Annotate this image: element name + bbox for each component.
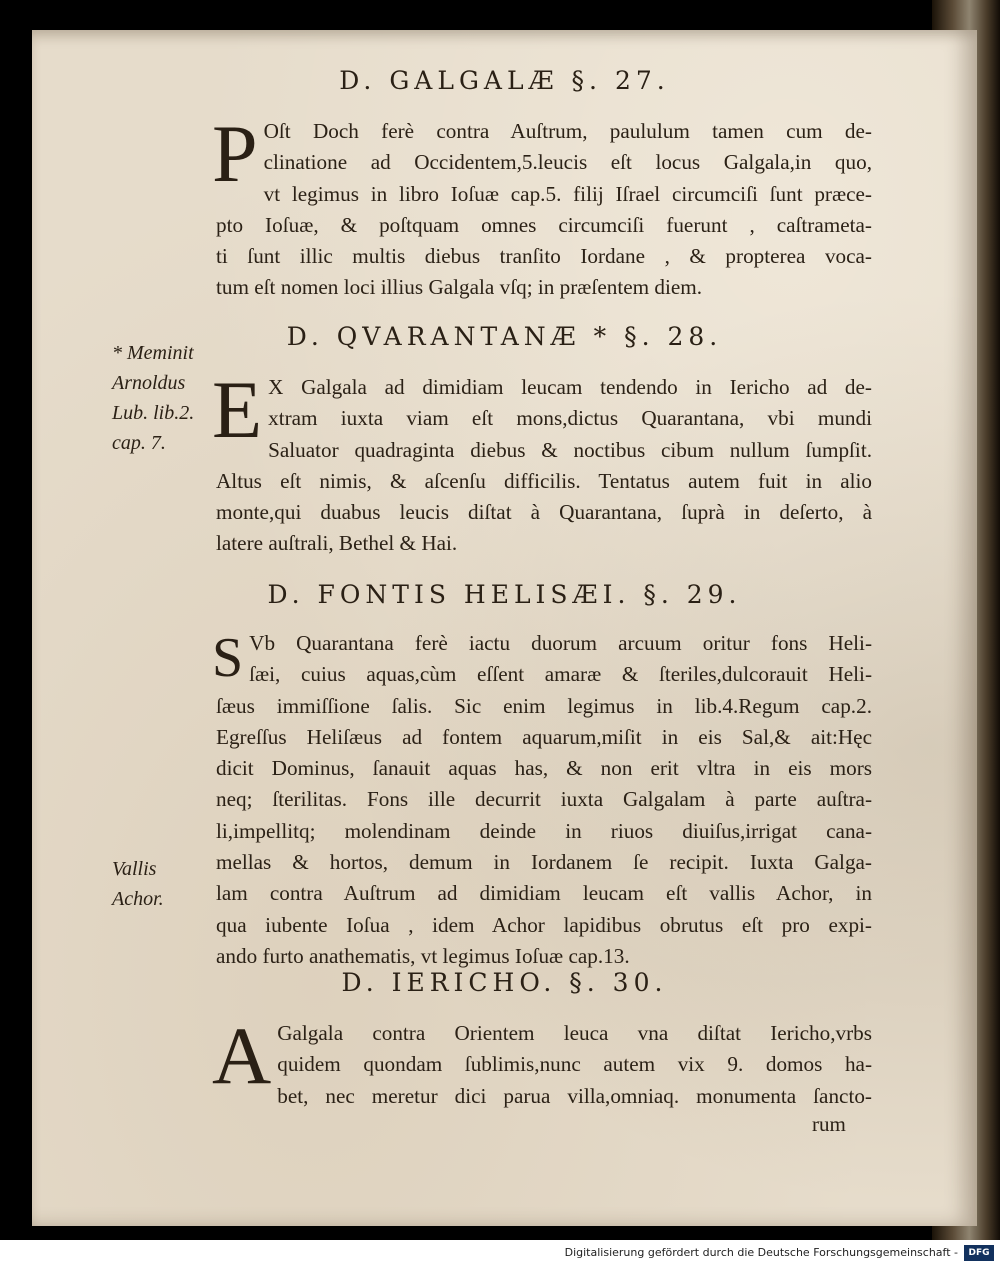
catchword: rum xyxy=(812,1112,846,1136)
section-heading-29: D. FONTIS HELISÆI. §. 29. xyxy=(267,580,742,609)
text-line: Vb Quarantana ferè iactu duorum arcuum oritur fons Heli- xyxy=(249,631,872,655)
text-line: Oſt Doch ferè contra Auſtrum, paululum tamen cum de- xyxy=(263,119,872,143)
drop-capital: P xyxy=(212,108,258,199)
paragraph-27 xyxy=(212,108,872,304)
footer-bar xyxy=(0,1240,1000,1268)
margin-note-line: Arnoldus xyxy=(112,372,186,394)
text-line: Egreſſus Heliſæus ad fontem aquarum,miſit in eis Sal,& ait:Hęc xyxy=(216,724,872,749)
text-line: qua iubente Ioſua , idem Achor lapidibus obrutus eſt pro expi- xyxy=(216,912,872,937)
text-line: ti ſunt illic multis diebus tranſito Iordane , & propterea voca- xyxy=(216,244,872,269)
section-heading-30: D. IERICHO. §. 30. xyxy=(341,968,668,997)
text-line: ſæus immiſſione ſalis. Sic enim legimus in lib.4.Regum cap.2. xyxy=(216,693,872,718)
text-line: pto Ioſuæ, & poſtquam omnes circumciſi fuerunt , caſtrameta- xyxy=(216,212,872,237)
text-line: ſæi, cuius aquas,cùm eſſent amaræ & ſteriles,dulcorauit Heli- xyxy=(249,662,872,687)
text-line: vt legimus in libro Ioſuæ cap.5. filij Iſrael circumciſi ſunt præce- xyxy=(263,181,872,206)
dfg-logo-icon: DFG xyxy=(964,1245,994,1261)
text-line: dicit Dominus, ſanauit aquas has, & non erit vltra in eis mors xyxy=(216,756,872,781)
text-line: tum eſt nomen loci illius Galgala vſq; in præſentem diem. xyxy=(216,275,703,300)
text-line: quidem quondam ſublimis,nunc autem vix 9. domos ha- xyxy=(277,1052,872,1077)
text-line: X Galgala ad dimidiam leucam tendendo in Iericho ad de- xyxy=(268,375,872,399)
paragraph-28 xyxy=(212,364,872,560)
text-line: latere auſtrali, Bethel & Hai. xyxy=(216,531,458,556)
text-line: li,impellitq; molendinam deinde in riuos diuiſus,irrigat cana- xyxy=(216,818,872,843)
drop-capital: S xyxy=(212,627,244,689)
paragraph-29 xyxy=(212,627,872,972)
drop-capital: A xyxy=(212,1010,272,1101)
margin-note-line: Lub. lib.2. xyxy=(112,402,195,424)
margin-note-line: Achor. xyxy=(112,888,164,910)
funding-credit: Digitalisierung gefördert durch die Deutsche Forschungsgemeinschaft - xyxy=(564,1246,958,1259)
text-line: mellas & hortos, demum in Iordanem ſe recipit. Iuxta Galga- xyxy=(216,850,872,875)
text-line: Galgala contra Orientem leuca vna diſtat Iericho,vrbs xyxy=(277,1021,872,1045)
text-line: ando furto anathematis, vt legimus Ioſuæ cap.13. xyxy=(216,943,630,968)
book-page xyxy=(32,30,977,1226)
section-heading-27: D. GALGALÆ §. 27. xyxy=(339,66,670,95)
text-line: Altus eſt nimis, & aſcenſu difficilis. Tentatus autem fuit in alio xyxy=(216,468,872,493)
text-line: clinatione ad Occidentem,5.leucis eſt locus Galgala,in quo, xyxy=(263,150,872,175)
text-line: monte,qui duabus leucis diſtat à Quarantana, ſuprà in deſerto, à xyxy=(216,500,872,525)
text-line: xtram iuxta viam eſt mons,dictus Quarantana, vbi mundi xyxy=(268,406,872,431)
margin-note-meminit xyxy=(112,338,222,458)
margin-note-line: * Meminit xyxy=(112,342,194,364)
margin-note-line: Vallis xyxy=(112,858,157,880)
text-line: neq; ſterilitas. Fons ille decurrit iuxta Galgalam à parte auſtra- xyxy=(216,787,872,812)
text-line: Saluator quadraginta diebus & noctibus cibum nullum ſumpſit. xyxy=(268,437,872,462)
paragraph-30 xyxy=(212,1010,872,1112)
text-line: bet, nec meretur dici parua villa,omniaq. monumenta ſancto- xyxy=(277,1083,872,1108)
drop-capital: E xyxy=(212,364,263,455)
margin-note-line: cap. 7. xyxy=(112,432,166,454)
section-heading-28: D. QVARANTANÆ * §. 28. xyxy=(286,322,723,351)
margin-note-vallis-achor xyxy=(112,854,222,914)
text-line: lam contra Auſtrum ad dimidiam leucam eſt vallis Achor, in xyxy=(216,881,872,906)
